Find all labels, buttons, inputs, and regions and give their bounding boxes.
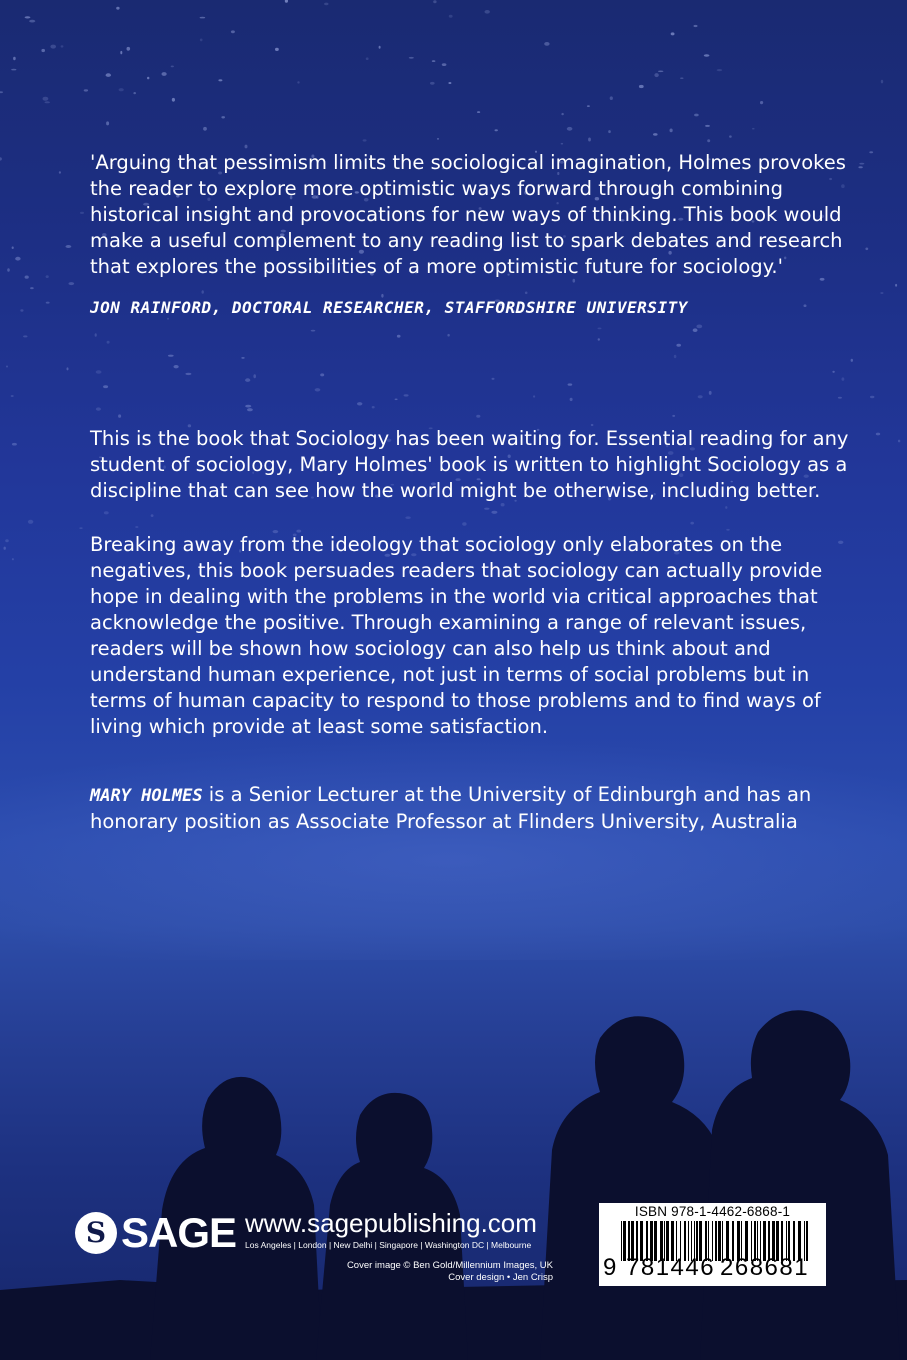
cover-credits (347, 1260, 553, 1284)
isbn-label: ISBN 978-1-4462-6868-1 (634, 1204, 791, 1219)
publisher-cities: Los Angeles | London | New Delhi | Singapore | Washington DC | Melbourne (245, 1240, 532, 1250)
sage-logo-mark-icon: S (75, 1212, 117, 1254)
review-attribution: JON RAINFORD, DOCTORAL RESEARCHER, STAFFORDSHIRE UNIVERSITY (90, 298, 688, 317)
description-paragraph-1: This is the book that Sociology has been waiting for. Essential reading for any student of sociology, Mary Holmes' book is written to highlight Sociology as a discipline that can see how the world might be otherwise, including better. (90, 427, 849, 502)
silhouette-person-4 (700, 1010, 900, 1360)
author-bio (90, 782, 850, 835)
publisher-url[interactable]: www.sagepublishing.com (245, 1208, 537, 1238)
author-name: MARY HOLMES (90, 786, 203, 806)
sage-logo-text: SAGE (121, 1209, 237, 1256)
barcode-digits-right: 268681 (720, 1254, 810, 1281)
sage-logo (75, 1209, 236, 1257)
barcode-digit-first: 9 (603, 1254, 618, 1281)
cover-design-credit: Cover design • Jen Crisp (448, 1272, 553, 1283)
cover-image-credit: Cover image © Ben Gold/Millennium Images, UK (346, 1260, 553, 1271)
description-paragraph-2: Breaking away from the ideology that sociology only elaborates on the negatives, this book persuades readers that sociology can actually provide hope in dealing with the problems in the world via critical approaches that acknowledge the positive. Through examining a range of relevant issues, readers will be shown how sociology can also help us think about and understand human experience, not just in terms of social problems but in terms of human capacity to respond to those problems and to find ways of living which provide at least some satisfaction. (90, 533, 823, 738)
people-silhouettes (0, 960, 907, 1360)
barcode-digits-left: 781446 (626, 1254, 716, 1281)
author-bio-text: is a Senior Lecturer at the University of Edinburgh and has an honorary position as Associate Professor at Flinders University, Australia (90, 783, 812, 833)
publisher-website (245, 1208, 537, 1250)
review-quote: 'Arguing that pessimism limits the sociological imagination, Holmes provokes the reader to explore more optimistic ways forward through combining historical insight and provocations for new ways of thinking. This book would make a useful complement to any reading list to spark debates and research that explores the possibilities of a more optimistic future for sociology.' (90, 151, 846, 278)
isbn-barcode (599, 1203, 826, 1286)
